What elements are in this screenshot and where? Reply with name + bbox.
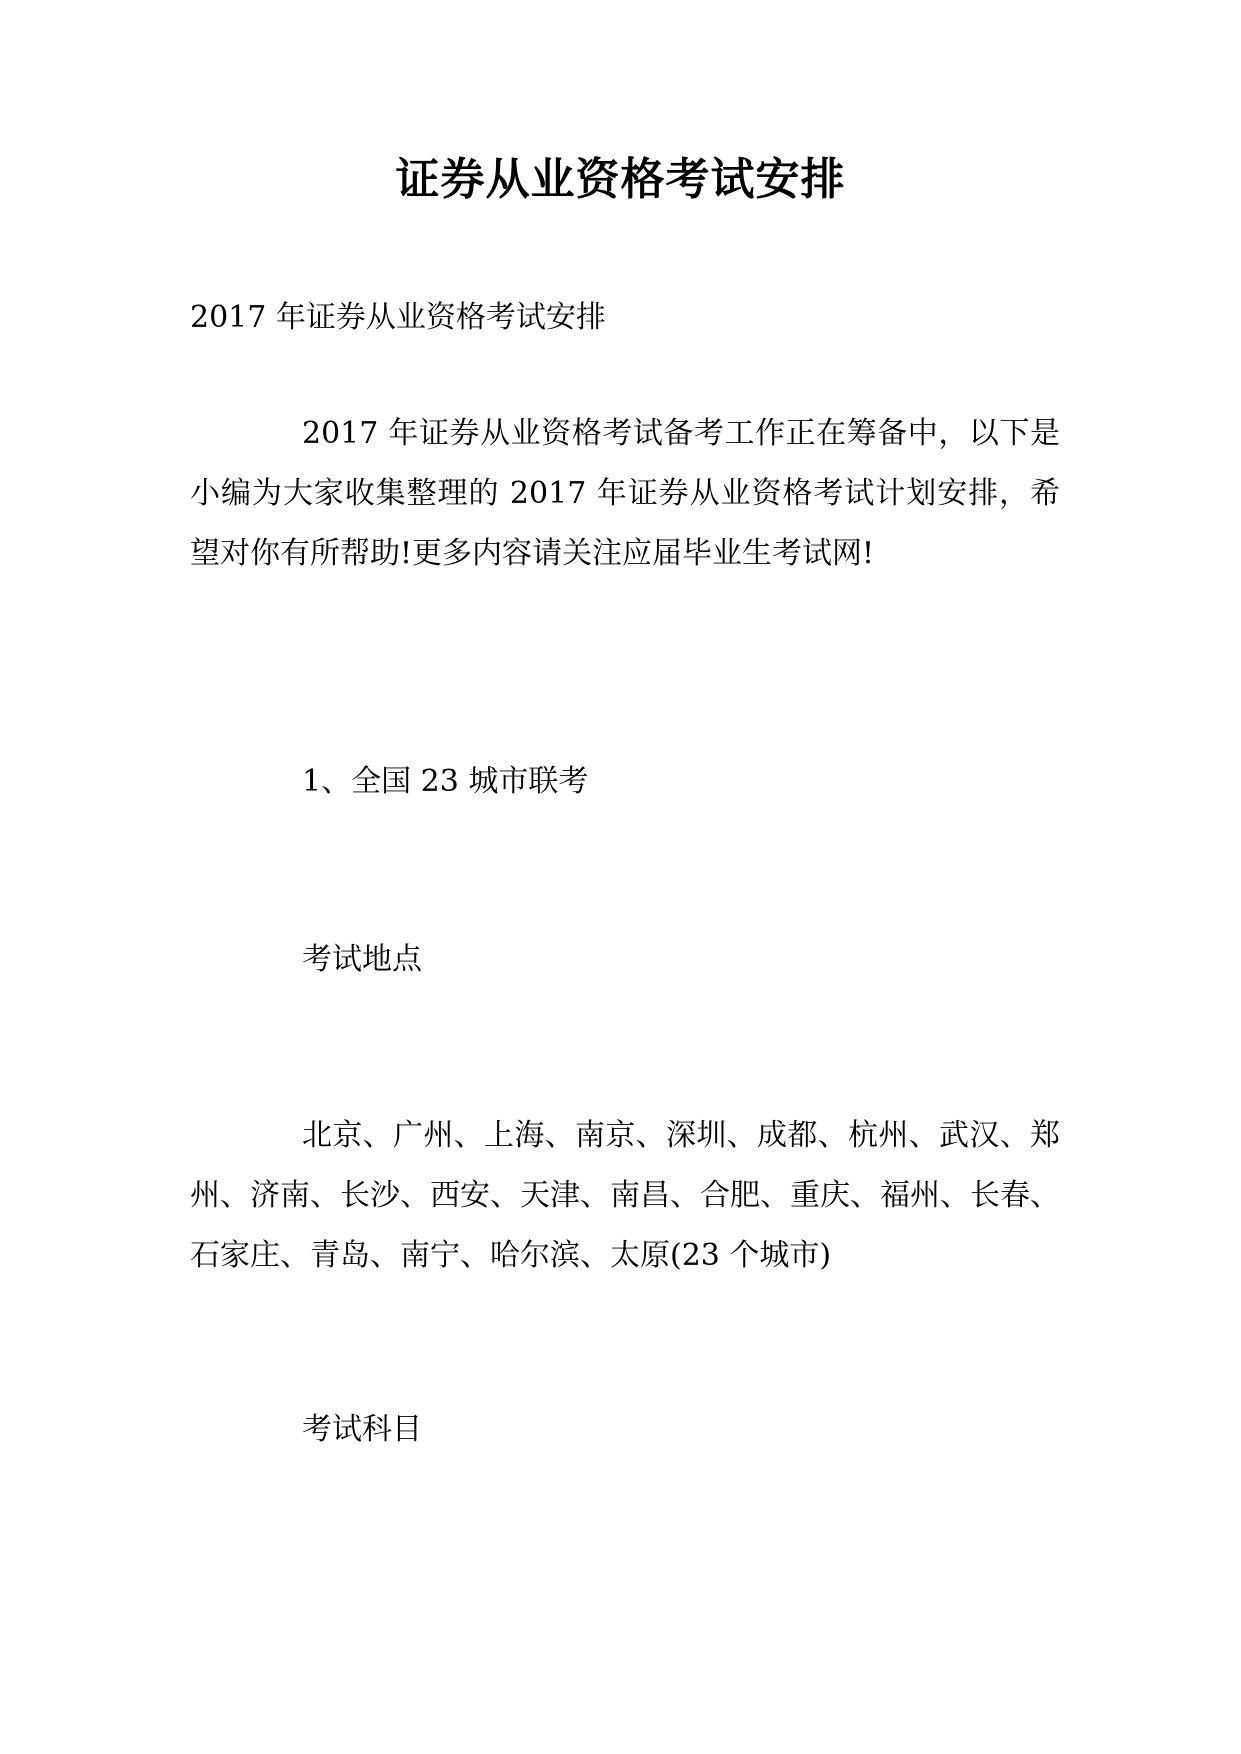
subject-heading: 考试科目 — [302, 1412, 422, 1447]
document-subtitle: 2017 年证券从业资格考试安排 — [190, 300, 606, 335]
document-title: 证券从业资格考试安排 — [395, 154, 846, 205]
intro-paragraph: 2017 年证券从业资格考试备考工作正在筹备中，以下是小编为大家收集整理的 2017 年证券从业资格考试计划安排，希望对你有所帮助!更多内容请关注应届毕业生考试网! — [190, 416, 1060, 571]
section-heading-joint-exam: 1、全国 23 城市联考 — [302, 764, 589, 799]
location-heading: 考试地点 — [302, 942, 422, 977]
cities-paragraph: 北京、广州、上海、南京、深圳、成都、杭州、武汉、郑州、济南、长沙、西安、天津、南昌、合肥、重庆、福州、长春、石家庄、青岛、南宁、哈尔滨、太原(23 个城市) — [190, 1118, 1060, 1273]
